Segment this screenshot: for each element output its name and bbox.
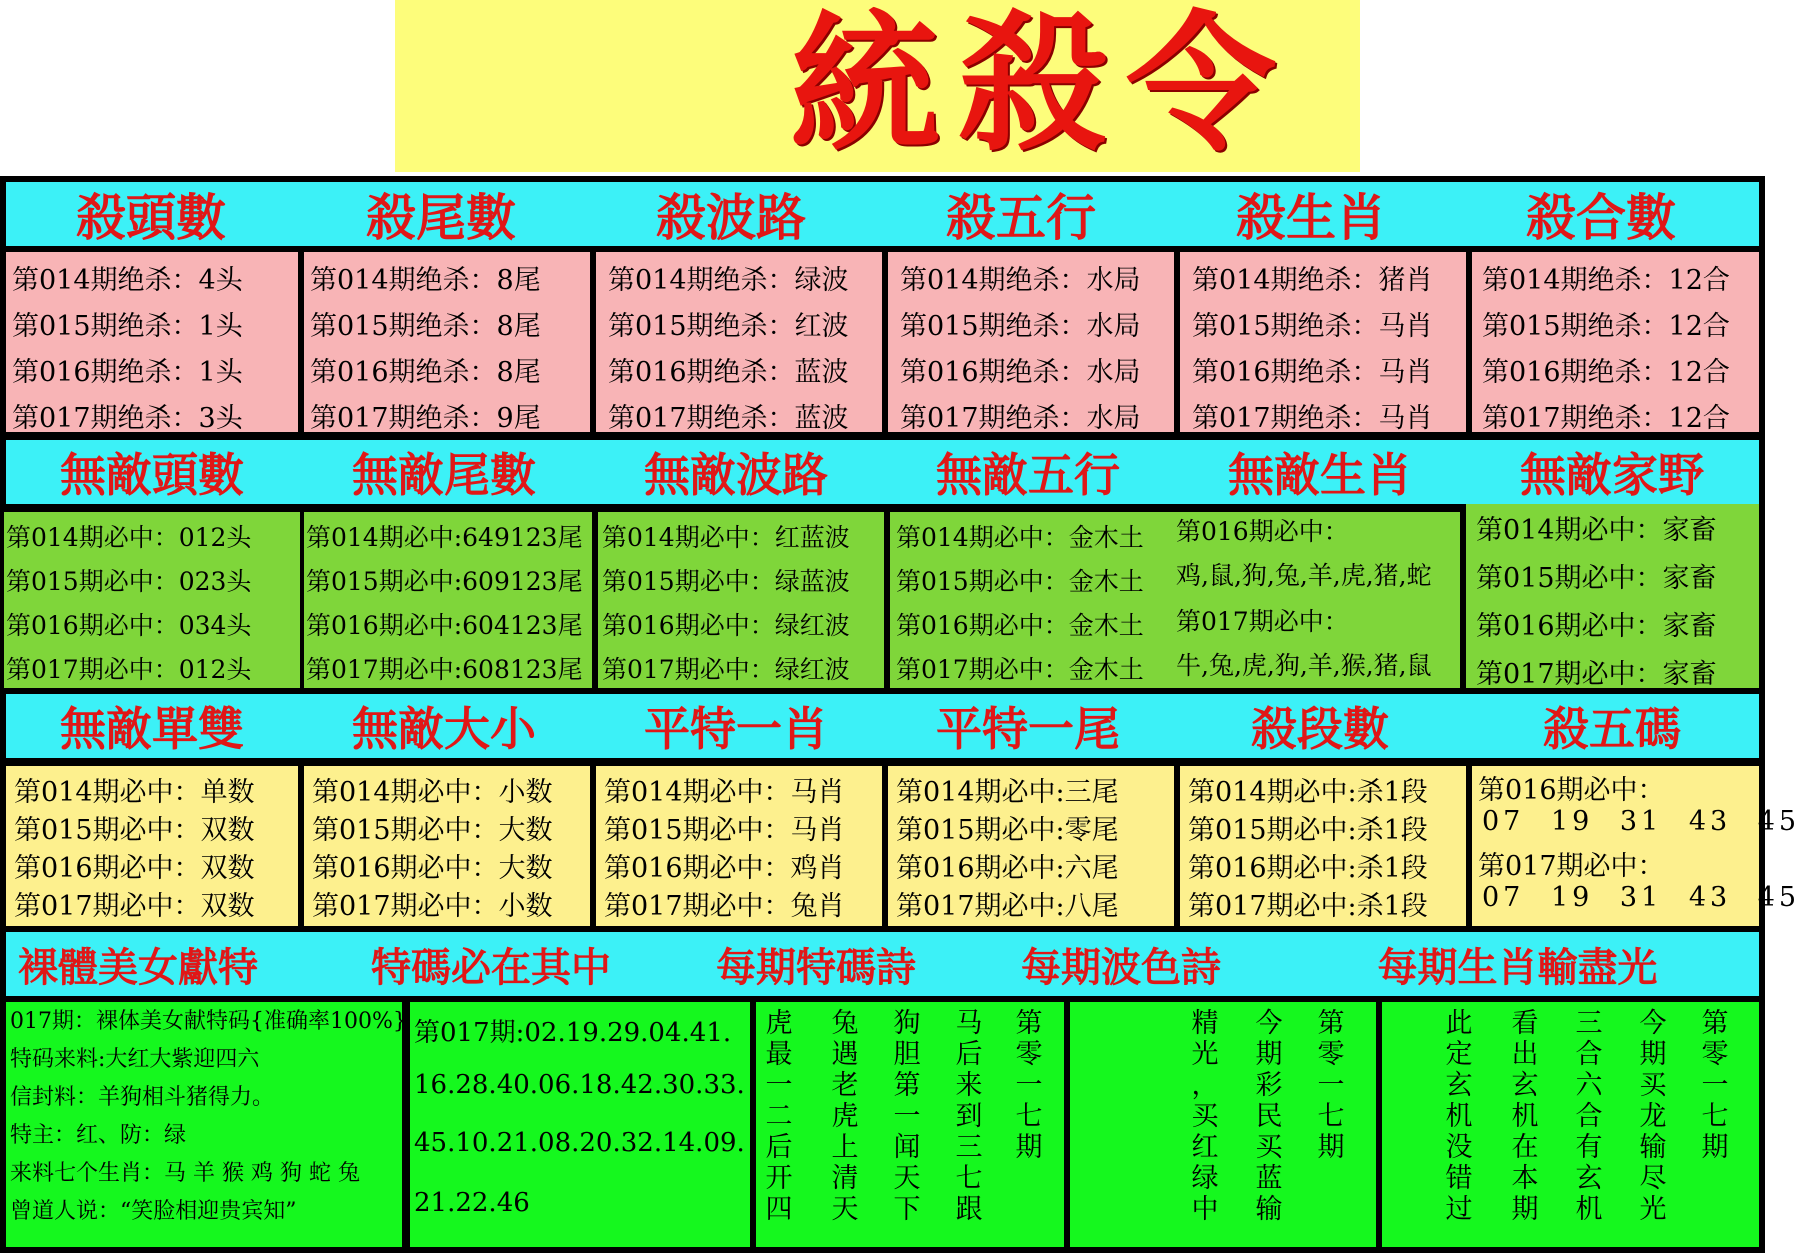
list-item: 第016期必中：绿红波 bbox=[602, 611, 850, 640]
list-item: 第016期必中： bbox=[1478, 775, 1665, 806]
list-item: 第014期绝杀：绿波 bbox=[608, 265, 849, 296]
header-kill-element: 殺五行 bbox=[946, 188, 1096, 247]
list-item: 16.28.40.06.18.42.30.33. bbox=[414, 1070, 745, 1100]
poem-column: 三 合 六 合 有 玄 机 bbox=[1575, 1008, 1603, 1225]
poem-column: 此 定 玄 机 没 错 过 bbox=[1445, 1008, 1473, 1225]
list-item: 第015期必中:零尾 bbox=[896, 815, 1119, 846]
list-item: 第015期绝杀：红波 bbox=[608, 311, 849, 342]
list-item: 来料七个生肖：马 羊 猴 鸡 狗 蛇 兔 bbox=[10, 1161, 360, 1186]
poem-column: 今 期 买 龙 输 尽 光 bbox=[1639, 1008, 1667, 1225]
list-item: 第017期必中:608123尾 bbox=[306, 655, 583, 684]
list-item: 第014期必中：红蓝波 bbox=[602, 523, 850, 552]
list-item: 第016期必中:604123尾 bbox=[306, 611, 583, 640]
row2-header bbox=[6, 440, 1759, 504]
list-item: 第016期绝杀：12合 bbox=[1482, 357, 1730, 388]
list-item: 第016期绝杀：8尾 bbox=[310, 357, 541, 388]
row1-cell-sum bbox=[1472, 252, 1759, 432]
row1-cell-tail bbox=[304, 252, 590, 432]
list-item: 第015期必中：金木土 bbox=[896, 567, 1144, 596]
list-item: 第014期必中:649123尾 bbox=[306, 523, 583, 552]
list-item: 07 19 31 43 45 bbox=[1482, 806, 1800, 837]
header-flat-zodiac: 平特一肖 bbox=[644, 702, 828, 756]
list-item: 第015期必中：双数 bbox=[14, 815, 255, 846]
header-beauty: 裸體美女獻特 bbox=[18, 943, 258, 991]
list-item: 第016期绝杀：蓝波 bbox=[608, 357, 849, 388]
row1-cell-zodiac bbox=[1180, 252, 1466, 432]
header-sure-element: 無敵五行 bbox=[936, 448, 1120, 502]
list-item: 07 19 31 43 45 bbox=[1482, 882, 1800, 913]
row2-cell-domestic bbox=[1466, 504, 1759, 688]
page-title: 統殺令 bbox=[790, 0, 1295, 172]
list-item: 第016期必中：双数 bbox=[14, 853, 255, 884]
poem-column: 第 零 一 七 期 bbox=[1701, 1008, 1729, 1163]
list-item: 第014期绝杀：水局 bbox=[900, 265, 1141, 296]
list-item: 第016期必中:六尾 bbox=[896, 853, 1119, 884]
list-item: 第016期绝杀：马肖 bbox=[1192, 357, 1433, 388]
list-item: 信封料：羊狗相斗猪得力。 bbox=[10, 1085, 275, 1110]
list-item: 第015期必中：023头 bbox=[6, 567, 252, 596]
row4-cell-code-poem bbox=[756, 1002, 1064, 1247]
poem-column: 看 出 玄 机 在 本 期 bbox=[1511, 1008, 1539, 1225]
list-item: 017期：裸体美女献特码{准确率100%} bbox=[10, 1009, 407, 1034]
row1-header bbox=[6, 182, 1759, 246]
list-item: 第017期绝杀：水局 bbox=[900, 403, 1141, 434]
list-item: 第015期绝杀：12合 bbox=[1482, 311, 1730, 342]
list-item: 第017期绝杀：蓝波 bbox=[608, 403, 849, 434]
list-item: 45.10.21.08.20.32.14.09. bbox=[414, 1128, 745, 1158]
list-item: 第017期必中：兔肖 bbox=[604, 891, 845, 922]
row2-cell-element bbox=[890, 512, 1176, 688]
row2-cell-zodiac bbox=[1172, 512, 1460, 688]
list-item: 第015期绝杀：马肖 bbox=[1192, 311, 1433, 342]
poem-column: 马 后 来 到 三 七 跟 bbox=[955, 1008, 983, 1225]
header-kill-sum: 殺合數 bbox=[1526, 188, 1676, 247]
list-item: 第015期必中：绿蓝波 bbox=[602, 567, 850, 596]
list-item: 第015期必中:609123尾 bbox=[306, 567, 583, 596]
row2-cell-head bbox=[4, 512, 300, 688]
row1-cell-element bbox=[888, 252, 1174, 432]
poem-column: 兔 遇 老 虎 上 清 天 bbox=[831, 1008, 859, 1225]
header-sure-wave: 無敵波路 bbox=[644, 448, 828, 502]
row1-cell-wave bbox=[596, 252, 882, 432]
header-kill-wave: 殺波路 bbox=[656, 188, 806, 247]
poem-column: 虎 最 一 二 后 开 四 bbox=[765, 1008, 793, 1225]
list-item: 第015期绝杀：水局 bbox=[900, 311, 1141, 342]
row2-cell-tail bbox=[304, 512, 592, 688]
list-item: 第017期:02.19.29.04.41. bbox=[414, 1018, 732, 1048]
list-item: 第014期必中：金木土 bbox=[896, 523, 1144, 552]
list-item: 第016期必中： bbox=[1176, 517, 1349, 546]
list-item: 第017期绝杀：9尾 bbox=[310, 403, 541, 434]
poem-column: 狗 胆 第 一 闻 天 下 bbox=[893, 1008, 921, 1225]
list-item: 第016期必中：034头 bbox=[6, 611, 252, 640]
poem-column: 第 零 一 七 期 bbox=[1015, 1008, 1043, 1163]
list-item: 第017期必中： bbox=[1176, 607, 1349, 636]
row4-cell-codes bbox=[410, 1002, 750, 1247]
poem-column: 今 期 彩 民 买 蓝 输 bbox=[1255, 1008, 1283, 1225]
row4-cell-beauty bbox=[6, 1002, 407, 1247]
header-kill-zodiac: 殺生肖 bbox=[1236, 188, 1386, 247]
list-item: 第017期绝杀：马肖 bbox=[1192, 403, 1433, 434]
list-item: 第017期必中：金木土 bbox=[896, 655, 1144, 684]
list-item: 第017期绝杀：3头 bbox=[12, 403, 243, 434]
list-item: 第014期绝杀：猪肖 bbox=[1192, 265, 1433, 296]
list-item: 第017期必中：小数 bbox=[312, 891, 553, 922]
row4-header bbox=[6, 932, 1759, 996]
list-item: 第015期必中:杀1段 bbox=[1188, 815, 1428, 846]
list-item: 第014期必中:三尾 bbox=[896, 777, 1119, 808]
list-item: 第015期必中：马肖 bbox=[604, 815, 845, 846]
lottery-board bbox=[0, 176, 1800, 1253]
list-item: 第016期必中：家畜 bbox=[1476, 611, 1717, 642]
row3-cell-flat-tail bbox=[888, 766, 1174, 926]
list-item: 第017期必中：绿红波 bbox=[602, 655, 850, 684]
list-item: 第014期必中：小数 bbox=[312, 777, 553, 808]
list-item: 第017期必中：012头 bbox=[6, 655, 252, 684]
list-item: 第014期绝杀：12合 bbox=[1482, 265, 1730, 296]
header-kill-tail: 殺尾數 bbox=[366, 188, 516, 247]
list-item: 第015期绝杀：8尾 bbox=[310, 311, 541, 342]
list-item: 鸡,鼠,狗,兔,羊,虎,猪,蛇 bbox=[1176, 561, 1432, 590]
header-flat-tail: 平特一尾 bbox=[936, 702, 1120, 756]
header-big-small: 無敵大小 bbox=[352, 702, 536, 756]
row3-cell-odd-even bbox=[6, 766, 298, 926]
list-item: 第016期必中：金木土 bbox=[896, 611, 1144, 640]
list-item: 第016期绝杀：水局 bbox=[900, 357, 1141, 388]
row3-cell-big-small bbox=[304, 766, 590, 926]
list-item: 特主：红、防：绿 bbox=[10, 1123, 187, 1148]
row2-cell-wave bbox=[598, 512, 884, 688]
header-odd-even: 無敵單雙 bbox=[60, 702, 244, 756]
header-sure-zodiac: 無敵生肖 bbox=[1228, 448, 1412, 502]
header-sure-tail: 無敵尾數 bbox=[352, 448, 536, 502]
list-item: 第017期必中： bbox=[1478, 851, 1665, 882]
header-kill-segment: 殺段數 bbox=[1251, 702, 1389, 756]
header-sure-domestic: 無敵家野 bbox=[1520, 448, 1704, 502]
header-code-in: 特碼必在其中 bbox=[371, 943, 611, 991]
list-item: 第017期必中:杀1段 bbox=[1188, 891, 1428, 922]
list-item: 第014期必中：家畜 bbox=[1476, 515, 1717, 546]
list-item: 第014期绝杀：8尾 bbox=[310, 265, 541, 296]
list-item: 第017期必中:八尾 bbox=[896, 891, 1119, 922]
header-code-poem: 每期特碼詩 bbox=[716, 943, 916, 991]
header-kill-five: 殺五碼 bbox=[1543, 702, 1681, 756]
list-item: 21.22.46 bbox=[414, 1188, 530, 1218]
list-item: 特码来料:大红大紫迎四六 bbox=[10, 1047, 260, 1072]
list-item: 牛,兔,虎,狗,羊,猴,猪,鼠 bbox=[1176, 651, 1432, 680]
row1-cell-head bbox=[6, 252, 298, 432]
row3-header bbox=[6, 694, 1759, 758]
list-item: 曾道人说：“笑脸相迎贵宾知” bbox=[10, 1199, 297, 1224]
list-item: 第017期必中：双数 bbox=[14, 891, 255, 922]
list-item: 第016期必中:杀1段 bbox=[1188, 853, 1428, 884]
list-item: 第017期绝杀：12合 bbox=[1482, 403, 1730, 434]
list-item: 第014期绝杀：4头 bbox=[12, 265, 243, 296]
list-item: 第014期必中:杀1段 bbox=[1188, 777, 1428, 808]
poem-column: 精 光 ， 买 红 绿 中 bbox=[1191, 1008, 1219, 1225]
row4-cell-zodiac-poem bbox=[1382, 1002, 1759, 1247]
row3-cell-kill-five bbox=[1472, 766, 1800, 926]
row3-cell-kill-segment bbox=[1180, 766, 1466, 926]
list-item: 第016期必中：鸡肖 bbox=[604, 853, 845, 884]
list-item: 第014期必中：马肖 bbox=[604, 777, 845, 808]
row3-cell-flat-zodiac bbox=[596, 766, 882, 926]
row4-cell-wave-poem bbox=[1070, 1002, 1376, 1247]
header-wave-poem: 每期波色詩 bbox=[1021, 943, 1221, 991]
list-item: 第014期必中：单数 bbox=[14, 777, 255, 808]
poem-column: 第 零 一 七 期 bbox=[1317, 1008, 1345, 1163]
list-item: 第017期必中：家畜 bbox=[1476, 659, 1717, 690]
list-item: 第015期必中：大数 bbox=[312, 815, 553, 846]
header-zodiac-lose: 每期生肖輸盡光 bbox=[1377, 943, 1658, 991]
header-kill-head: 殺頭數 bbox=[76, 188, 226, 247]
list-item: 第016期必中：大数 bbox=[312, 853, 553, 884]
header-sure-head: 無敵頭數 bbox=[60, 448, 244, 502]
list-item: 第015期必中：家畜 bbox=[1476, 563, 1717, 594]
list-item: 第014期必中：012头 bbox=[6, 523, 252, 552]
list-item: 第015期绝杀：1头 bbox=[12, 311, 243, 342]
list-item: 第016期绝杀：1头 bbox=[12, 357, 243, 388]
